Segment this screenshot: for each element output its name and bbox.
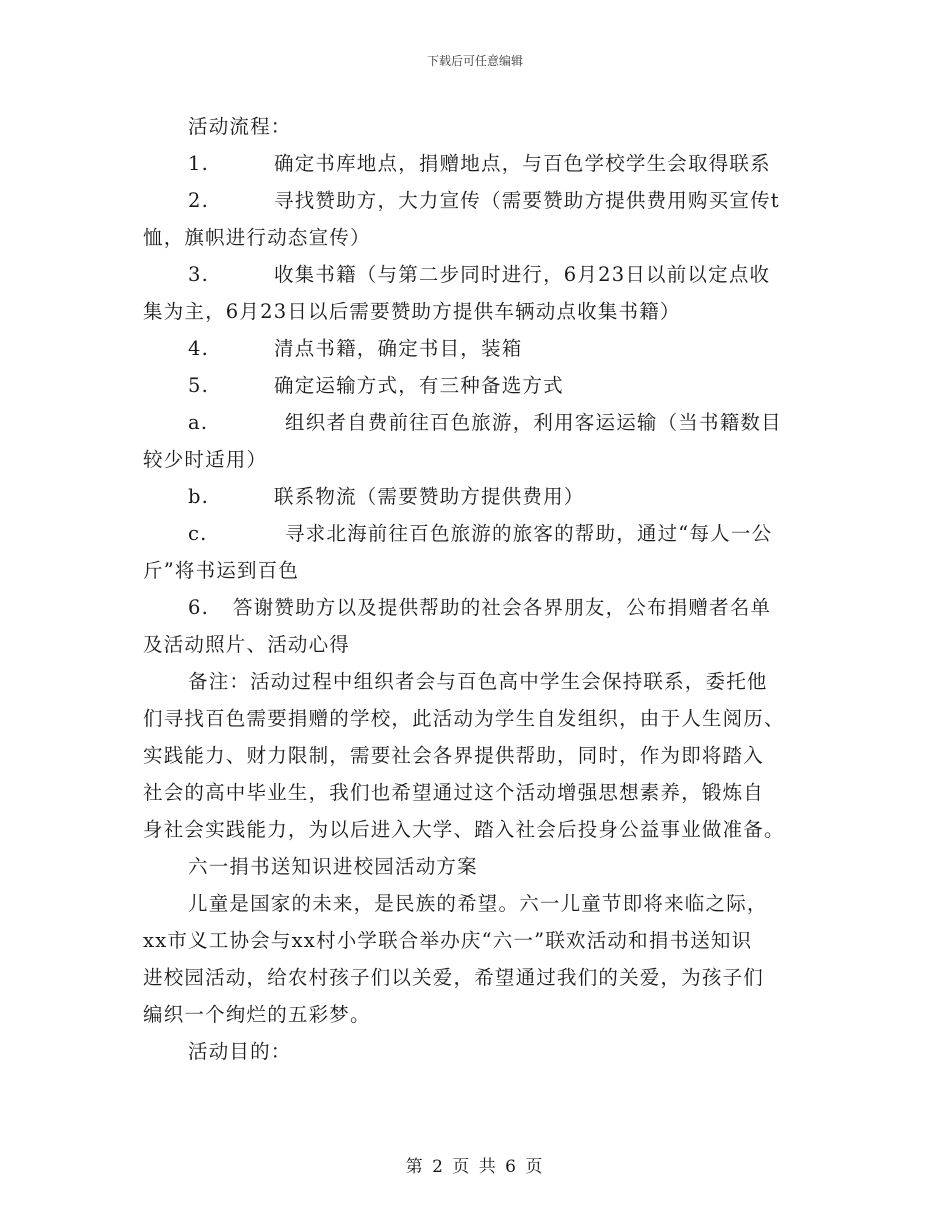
step-item xyxy=(143,589,807,626)
note-line: 实践能力、财力限制，需要社会各界提供帮助，同时，作为即将踏入 xyxy=(143,744,765,767)
option-item xyxy=(143,404,807,441)
step-text: 答谢赞助方以及提供帮助的社会各界朋友，公布捐赠者名单 xyxy=(233,596,772,619)
intro-line: xx市义工协会与xx村小学联合举办庆“六一”联欢活动和捐书送知识 xyxy=(143,929,753,952)
page-header: 下载后可任意编辑 xyxy=(426,54,523,68)
option-text: 寻求北海前往百色旅游的旅客的帮助，通过“每人一公 xyxy=(285,522,773,545)
step-number: 2. xyxy=(188,189,210,212)
intro-line: 儿童是国家的未来，是民族的希望。六一儿童节即将来临之际， xyxy=(188,892,768,915)
process-heading: 活动流程： xyxy=(188,115,292,138)
plan-title: 六一捐书送知识进校园活动方案 xyxy=(188,855,478,878)
step-number: 1. xyxy=(188,152,210,175)
option-letter: b. xyxy=(188,485,210,508)
step-continuation: 及活动照片、活动心得 xyxy=(143,633,351,656)
step-number: 3. xyxy=(188,263,210,286)
step-text: 确定运输方式，有三种备选方式 xyxy=(274,374,564,397)
option-item xyxy=(143,515,807,552)
option-letter: a. xyxy=(188,411,209,434)
step-text: 寻找赞助方，大力宣传（需要赞助方提供费用购买宣传t xyxy=(274,189,780,212)
step-text: 确定书库地点，捐赠地点，与百色学校学生会取得联系 xyxy=(274,152,771,175)
note-line: 社会的高中毕业生，我们也希望通过这个活动增强思想素养，锻炼自 xyxy=(143,781,765,804)
note-line: 身社会实践能力，为以后进入大学、踏入社会后投身公益事业做准备。 xyxy=(143,818,785,841)
step-item xyxy=(143,330,807,367)
step-continuation: 恤，旗帜进行动态宣传） xyxy=(143,226,371,249)
option-letter: c. xyxy=(188,522,208,545)
option-item xyxy=(143,478,807,515)
option-continuation: 斤”将书运到百色 xyxy=(143,559,300,582)
step-number: 6. xyxy=(188,596,210,619)
note-line: 备注：活动过程中组织者会与百色高中学生会保持联系，委托他 xyxy=(188,670,768,693)
page-number: 第 2 页 共 6 页 xyxy=(405,1157,545,1177)
intro-line: 编织一个绚烂的五彩梦。 xyxy=(143,1003,371,1026)
note-line: 们寻找百色需要捐赠的学校，此活动为学生自发组织，由于人生阅历、 xyxy=(143,707,785,730)
option-text: 联系物流（需要赞助方提供费用） xyxy=(274,485,585,508)
step-item xyxy=(143,256,807,293)
step-item xyxy=(143,367,807,404)
step-item xyxy=(143,145,807,182)
step-item xyxy=(143,182,807,219)
purpose-heading: 活动目的： xyxy=(188,1040,292,1063)
intro-line: 进校园活动，给农村孩子们以关爱，希望通过我们的关爱，为孩子们 xyxy=(143,966,765,989)
step-continuation: 集为主，6月23日以后需要赞助方提供车辆动点收集书籍） xyxy=(143,300,681,323)
step-text: 收集书籍（与第二步同时进行，6月23日以前以定点收 xyxy=(274,263,771,286)
document-body xyxy=(143,108,807,1070)
step-text: 清点书籍，确定书目，装箱 xyxy=(274,337,523,360)
step-number: 5. xyxy=(188,374,210,397)
option-text: 组织者自费前往百色旅游，利用客运运输（当书籍数目 xyxy=(285,411,782,434)
step-number: 4. xyxy=(188,337,210,360)
option-continuation: 较少时适用） xyxy=(143,448,268,471)
